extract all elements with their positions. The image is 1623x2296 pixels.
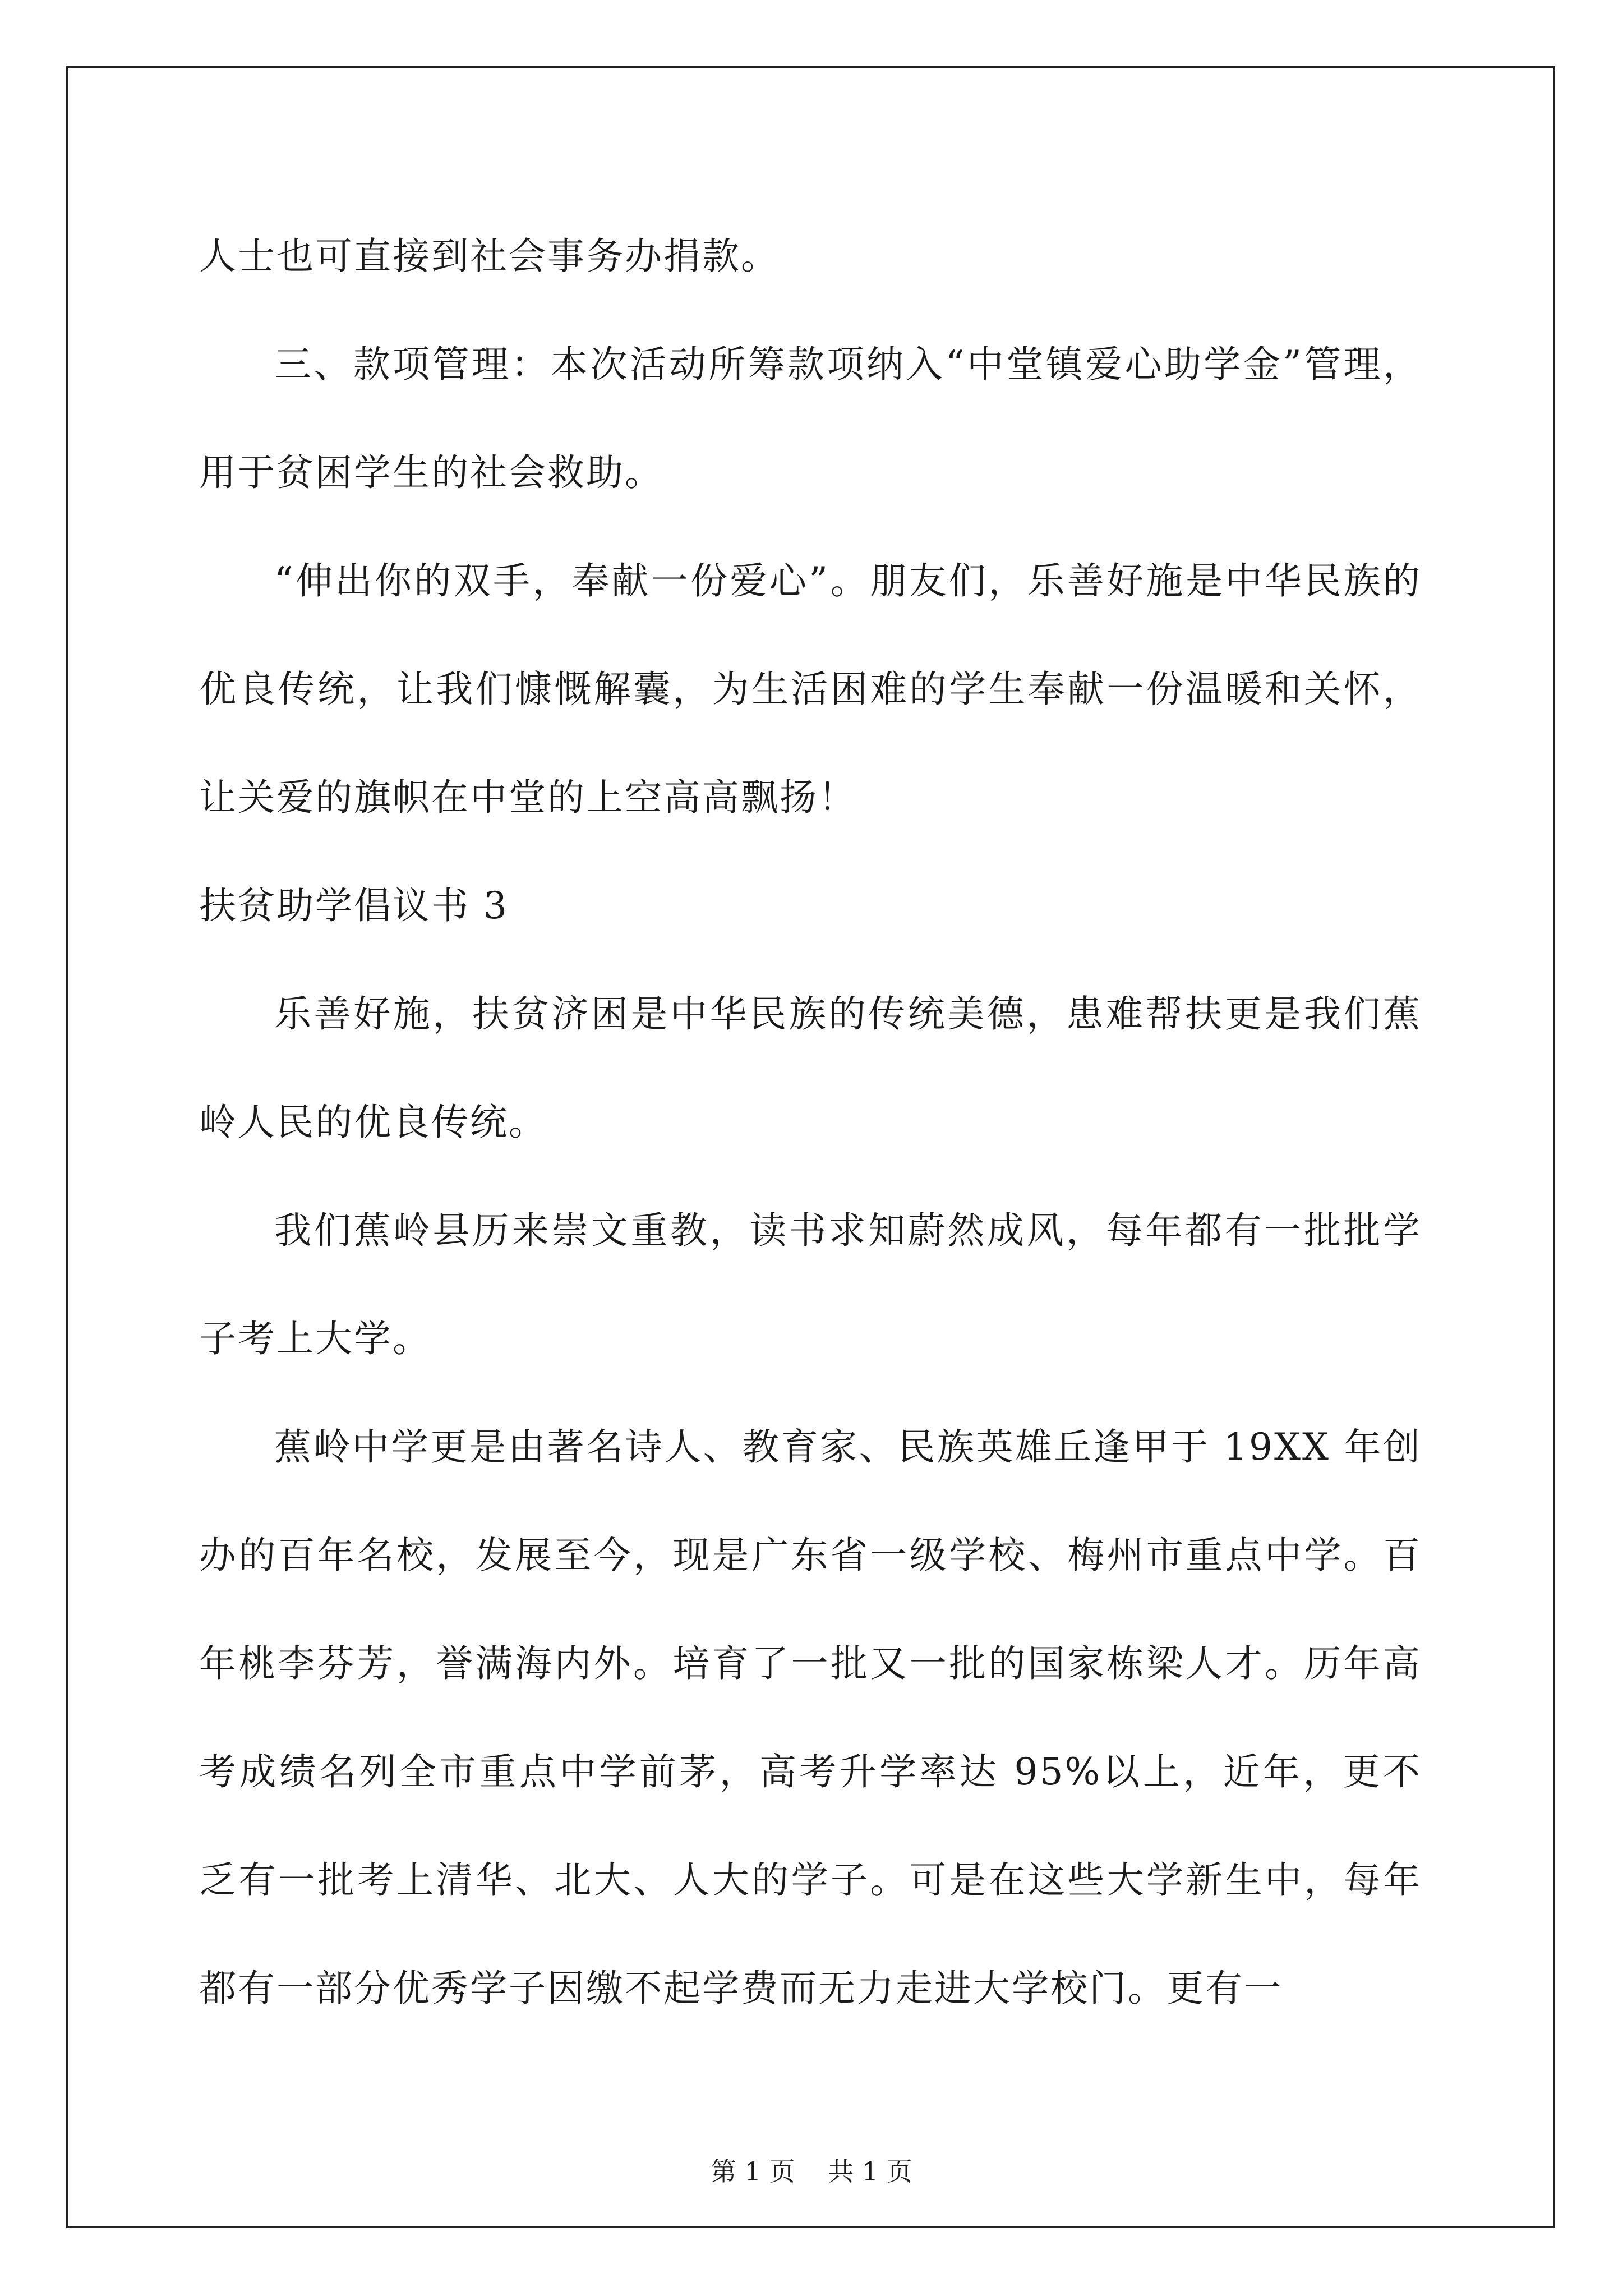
paragraph-6: 蕉岭中学更是由著名诗人、教育家、民族英雄丘逢甲于 19XX 年创办的百年名校，发展至今，现是广东省一级学校、梅州市重点中学。百年桃李芬芳，誉满海内外。培育了一批又一批的国家栋梁人才。历年高考成绩名列全市重点中学前茅，高考升学率达 95%以上，近年，更不乏有一批考上清华、北大、人大的学子。可是在这些大学新生中，每年都有一部分优秀学子因缴不起学费而无力走进大学校门。更有一 [199,1425,1422,2010]
document-body [199,202,1422,2042]
page-footer [0,2151,1623,2188]
section-heading: 扶贫助学倡议书 3 [199,884,509,927]
paragraph-3: “伸出你的双手，奉献一份爱心”。朋友们，乐善好施是中华民族的优良传统，让我们慷慨解囊，为生活困难的学生奉献一份温暖和关怀，让关爱的旗帜在中堂的上空高高飘扬！ [199,559,1422,819]
paragraph-2: 三、款项管理：本次活动所筹款项纳入“中堂镇爱心助学金”管理，用于贫困学生的社会救助。 [199,343,1422,494]
paragraph-5: 我们蕉岭县历来崇文重教，读书求知蔚然成风，每年都有一批批学子考上大学。 [199,1209,1422,1360]
page-total: 共 1 页 [828,2156,912,2187]
paragraph-1: 人士也可直接到社会事务办捐款。 [199,234,780,278]
paragraph-4: 乐善好施，扶贫济困是中华民族的传统美德，患难帮扶更是我们蕉岭人民的优良传统。 [199,992,1422,1144]
page-number: 第 1 页 [711,2156,795,2187]
